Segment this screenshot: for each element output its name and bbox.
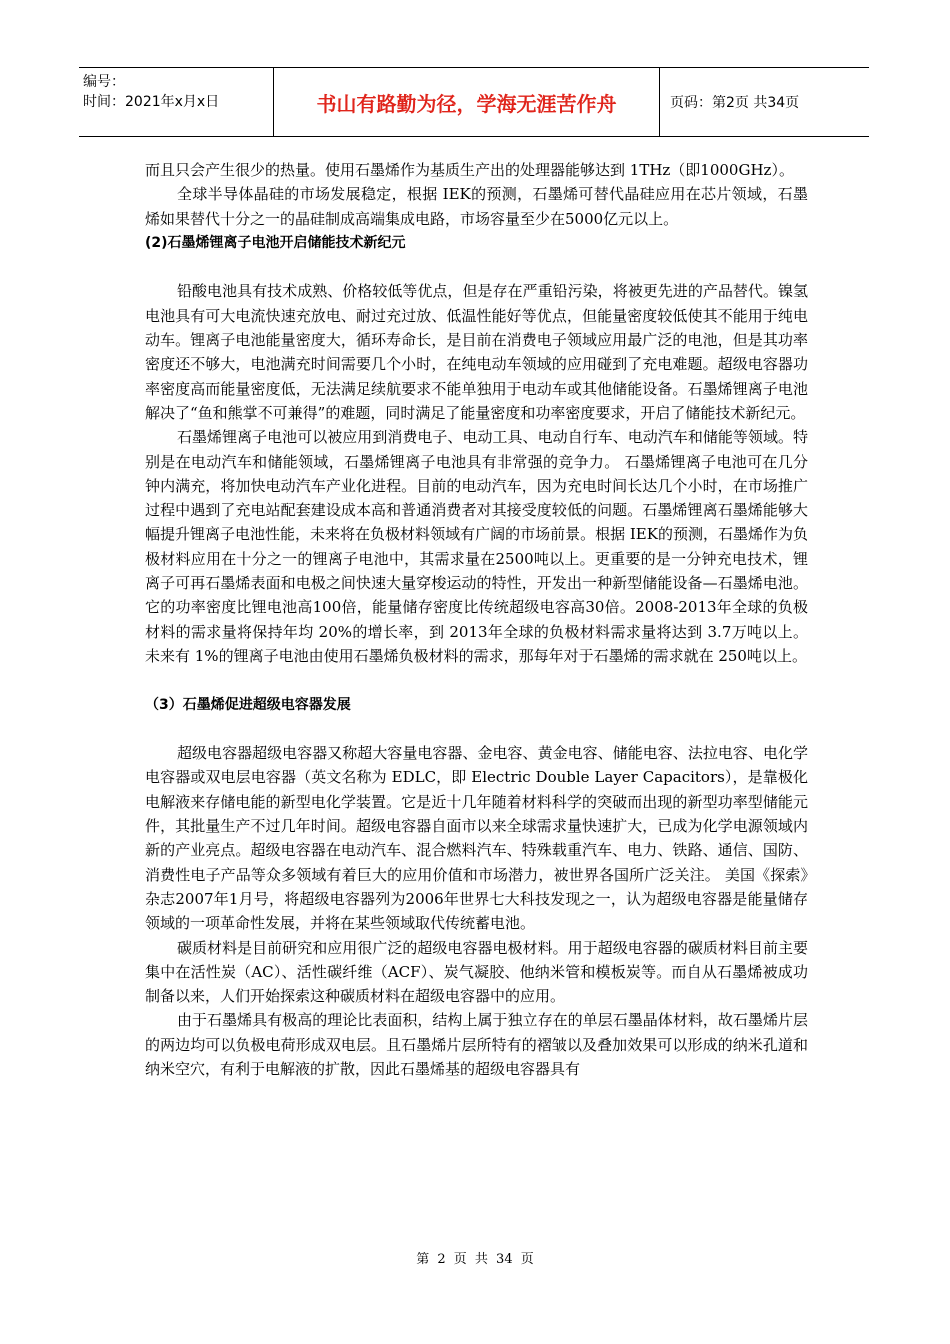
section-heading-2: (2)石墨烯锂离子电池开启储能技术新纪元 [145, 234, 406, 251]
header-meta [79, 68, 274, 136]
header-motto: 书山有路勤为径，学海无涯苦作舟 [274, 68, 660, 136]
header-page-info: 页码：第2页 共34页 [670, 95, 800, 111]
paragraph-6: 碳质材料是目前研究和应用很广泛的超级电容器电极材料。用于超级电容器的碳质材料目前主要集中在活性炭（AC）、活性碳纤维（ACF）、炭气凝胶、他纳米管和模板炭等。而自从石墨烯被成功制备以来，人们开始探索这种碳质材料在超级电容器中的应用。 [145, 938, 808, 1006]
page-footer: 第 2 页 共 34 页 [416, 1252, 534, 1267]
spacer [145, 255, 808, 279]
paragraph-5: 超级电容器超级电容器又称超大容量电容器、金电容、黄金电容、储能电容、法拉电容、电化学电容器或双电层电容器（英文名称为 EDLC，即 Electric Double Layer Capacitors），是靠极化电解液来存储电能的新型电化学装置。它是近十几年随着材料科学的突破而出现的新型功率型储能元件，其批量生产不过几年时间。超级电容器自面市以来全球需求量快速扩大，已成为化学电源领域内新的产业亮点。超级电容器在电动汽车、混合燃料汽车、特殊载重汽车、电力、铁路、通信、国防、消费性电子产品等众多领域有着巨大的应用价值和市场潜力，被世界各国所广泛关注。 美国《探索》杂志2007年1月号，将超级电容器列为2006年世界七大科技发现之一，认为超级电容器是能量储存领域的一项革命性发展，并将在某些领域取代传统蓄电池。 [145, 744, 808, 933]
paragraph-1: 而且只会产生很少的热量。使用石墨烯作为基质生产出的处理器能够达到 1THz（即1000GHz）。 [145, 161, 794, 179]
section-heading-3: （3）石墨烯促进超级电容器发展 [145, 696, 351, 713]
paragraph-2: 全球半导体晶硅的市场发展稳定，根据 IEK的预测，石墨烯可替代晶硅应用在芯片领域，石墨烯如果替代十分之一的晶硅制成高端集成电路，市场容量至少在5000亿元以上。 [145, 185, 808, 228]
paragraph-7: 由于石墨烯具有极高的理论比表面积，结构上属于独立存在的单层石墨晶体材料，故石墨烯片层的两边均可以负极电荷形成双电层。且石墨烯片层所特有的褶皱以及叠加效果可以形成的纳米孔道和纳米空穴，有利于电解液的扩散，因此石墨烯基的超级电容器具有 [145, 1011, 808, 1078]
page-header [79, 67, 869, 137]
paragraph-3: 铅酸电池具有技术成熟、价格较低等优点，但是存在严重铅污染，将被更先进的产品替代。镍氢电池具有可大电流快速充放电、耐过充过放、低温性能好等优点，但能量密度较低使其不能用于纯电动车。锂离子电池能量密度大，循环寿命长，是目前在消费电子领域应用最广泛的电池，但是其功率密度还不够大，电池满充时间需要几个小时，在纯电动车领域的应用碰到了充电难题。超级电容器功率密度高而能量密度低，无法满足续航要求不能单独用于电动车或其他储能设备。石墨烯锂离子电池解决了“鱼和熊掌不可兼得”的难题，同时满足了能量密度和功率密度要求，开启了储能技术新纪元。 [145, 282, 808, 422]
document-body [145, 158, 808, 1081]
number-label: 编号： [83, 74, 125, 90]
time-label: 时间：2021年x月x日 [83, 94, 220, 110]
spacer [145, 668, 808, 692]
spacer [145, 717, 808, 741]
paragraph-4: 石墨烯锂离子电池可以被应用到消费电子、电动工具、电动自行车、电动汽车和储能等领域。特别是在电动汽车和储能领域，石墨烯锂离子电池具有非常强的竞争力。 石墨烯锂离子电池可在几分钟内满充，将加快电动汽车产业化进程。目前的电动汽车，因为充电时间长达几个小时，在市场推广过程中遇到了充电站配套建设成本高和普通消费者对其接受度较低的问题。石墨烯锂离石墨烯能够大幅提升锂离子电池性能，未来将在负极材料领域有广阔的市场前景。根据 IEK的预测，石墨烯作为负极材料应用在十分之一的锂离子电池中，其需求量在2500吨以上。更重要的是一分钟充电技术，锂离子可再石墨烯表面和电极之间快速大量穿梭运动的特性，开发出一种新型储能设备—石墨烯电池。它的功率密度比锂电池高100倍，能量储存密度比传统超级电容高30倍。2008-2013年全球的负极材料的需求量将保持年均 20%的增长率，到 2013年全球的负极材料需求量将达到 3.7万吨以上。未来有 1%的锂离子电池由使用石墨烯负极材料的需求，那每年对于石墨烯的需求就在 250吨以上。 [145, 428, 808, 665]
